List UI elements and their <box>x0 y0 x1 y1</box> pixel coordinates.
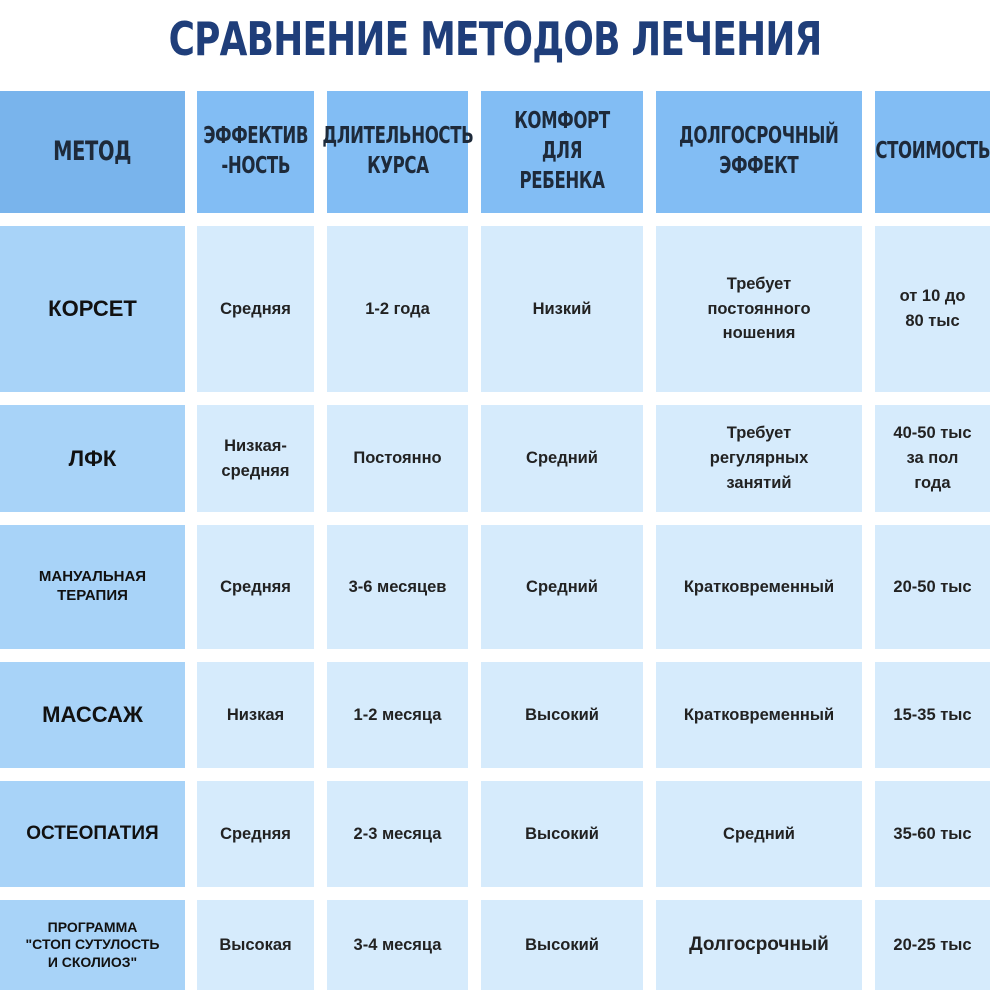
table-cell: Требует регулярных занятий <box>656 405 862 512</box>
table-cell: Средний <box>481 525 643 649</box>
method-cell: КОРСЕТ <box>0 226 185 392</box>
table-cell: 3-4 месяца <box>327 900 468 990</box>
table-cell: от 10 до 80 тыс <box>875 226 990 392</box>
table-cell: 35-60 тыс <box>875 781 990 887</box>
table-cell: Средняя <box>197 781 314 887</box>
header-cost: СТОИМОСТЬ <box>875 91 990 213</box>
method-cell: ПРОГРАММА "СТОП СУТУЛОСТЬ И СКОЛИОЗ" <box>0 900 185 990</box>
table-cell: 1-2 месяца <box>327 662 468 768</box>
table-cell: Средний <box>481 405 643 512</box>
table-cell: 40-50 тыс за пол года <box>875 405 990 512</box>
table-cell: Высокая <box>197 900 314 990</box>
table-cell: 20-50 тыс <box>875 525 990 649</box>
method-cell: ОСТЕОПАТИЯ <box>0 781 185 887</box>
table-cell: Средняя <box>197 525 314 649</box>
table-cell: Низкий <box>481 226 643 392</box>
table-cell: Кратковременный <box>656 662 862 768</box>
table-cell: Средняя <box>197 226 314 392</box>
header-method: МЕТОД <box>0 91 185 213</box>
table-cell: Постоянно <box>327 405 468 512</box>
table-cell: Средний <box>656 781 862 887</box>
table-cell: 2-3 месяца <box>327 781 468 887</box>
table-cell: Кратковременный <box>656 525 862 649</box>
table-cell: Высокий <box>481 781 643 887</box>
header-duration: ДЛИТЕЛЬНОСТЬ КУРСА <box>327 91 468 213</box>
method-cell: МАССАЖ <box>0 662 185 768</box>
table-cell: 20-25 тыс <box>875 900 990 990</box>
header-effectiveness: ЭФФЕКТИВ -НОСТЬ <box>197 91 314 213</box>
page-title: СРАВНЕНИЕ МЕТОДОВ ЛЕЧЕНИЯ <box>168 12 822 66</box>
table-cell: Низкая- средняя <box>197 405 314 512</box>
table-cell: Низкая <box>197 662 314 768</box>
table-cell: 3-6 месяцев <box>327 525 468 649</box>
table-cell: Долгосрочный <box>656 900 862 990</box>
table-cell: Высокий <box>481 662 643 768</box>
header-long-term-effect: ДОЛГОСРОЧНЫЙ ЭФФЕКТ <box>656 91 862 213</box>
header-comfort: КОМФОРТ ДЛЯ РЕБЕНКА <box>481 91 643 213</box>
method-cell: ЛФК <box>0 405 185 512</box>
table-cell: Требует постоянного ношения <box>656 226 862 392</box>
table-cell: 15-35 тыс <box>875 662 990 768</box>
method-cell: МАНУАЛЬНАЯ ТЕРАПИЯ <box>0 525 185 649</box>
table-cell: 1-2 года <box>327 226 468 392</box>
table-cell: Высокий <box>481 900 643 990</box>
